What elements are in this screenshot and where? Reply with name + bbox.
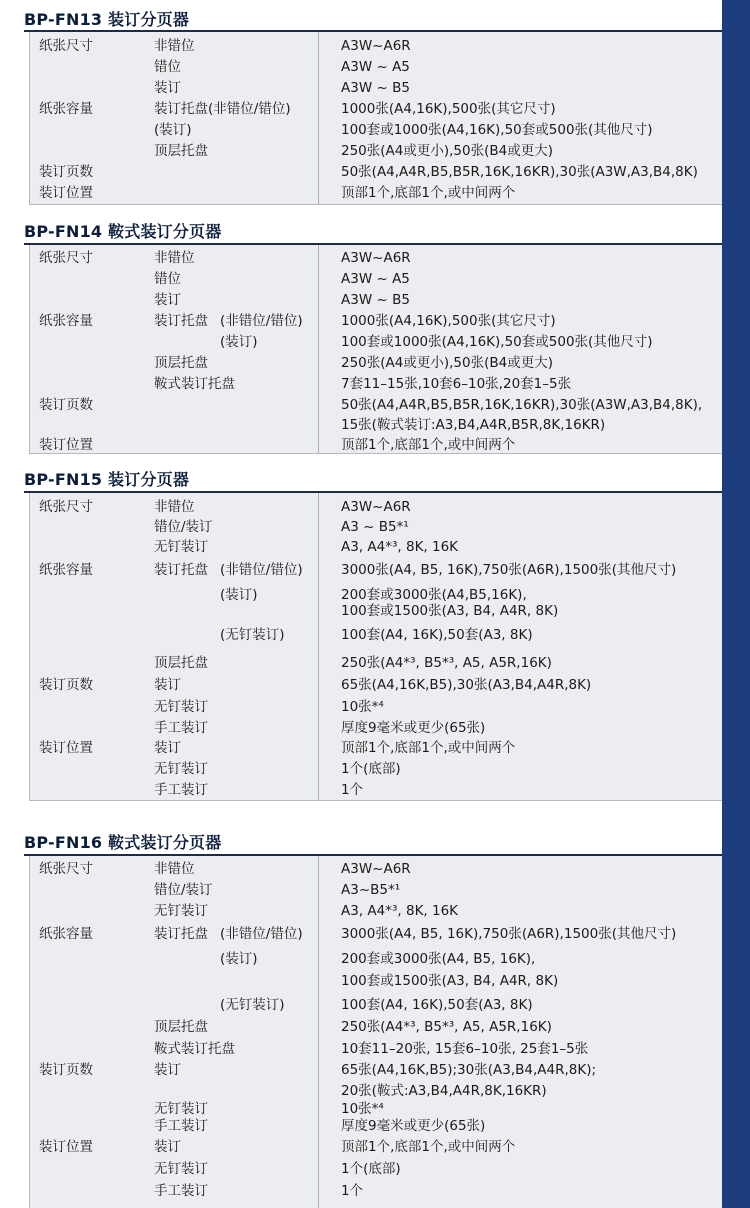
- column-divider: [318, 32, 319, 204]
- row-category: 装订位置: [39, 740, 93, 756]
- row-item: 非错位: [154, 861, 195, 877]
- row-item: 装订托盘: [154, 926, 208, 942]
- row-value: A3W ~ A5: [341, 59, 410, 75]
- row-value: 顶部1个,底部1个,或中间两个: [341, 1139, 516, 1155]
- row-value: 10张*⁴: [341, 1101, 384, 1117]
- row-value: 1000张(A4,16K),500张(其它尺寸): [341, 313, 556, 329]
- row-item: 无钉装订: [154, 699, 208, 715]
- row-item: 装订托盘(非错位/错位): [154, 101, 291, 117]
- spec-table: [29, 493, 722, 801]
- row-value: A3, A4*³, 8K, 16K: [341, 903, 459, 919]
- row-value: 250张(A4或更小),50张(B4或更大): [341, 143, 553, 159]
- row-item: 顶层托盘: [154, 655, 208, 671]
- row-item: 装订: [154, 80, 181, 96]
- row-value: 10套11–20张, 15套6–10张, 25套1–5张: [341, 1041, 589, 1057]
- column-divider: [318, 856, 319, 1208]
- row-category: 装订位置: [39, 437, 93, 453]
- row-category: 纸张容量: [39, 562, 93, 578]
- row-item: 鞍式装订托盘: [154, 376, 235, 392]
- row-category: 纸张容量: [39, 101, 93, 117]
- column-divider: [318, 245, 319, 453]
- spec-table: [29, 245, 722, 454]
- row-category: 装订页数: [39, 397, 93, 413]
- section-title: BP-FN16 鞍式装订分页器: [24, 833, 222, 852]
- row-value: 3000张(A4, B5, 16K),750张(A6R),1500张(其他尺寸): [341, 562, 677, 578]
- column-divider: [318, 493, 319, 800]
- row-item: 装订: [154, 740, 181, 756]
- row-value: 顶部1个,底部1个,或中间两个: [341, 740, 516, 756]
- row-item: 手工装订: [154, 782, 208, 798]
- row-item: 装订: [154, 1139, 181, 1155]
- row-item: 手工装订: [154, 720, 208, 736]
- row-category: 装订页数: [39, 164, 93, 180]
- row-item: 错位/装订: [154, 519, 213, 535]
- section-title: BP-FN14 鞍式装订分页器: [24, 222, 222, 241]
- row-item: 顶层托盘: [154, 355, 208, 371]
- row-category: 装订位置: [39, 185, 93, 201]
- row-subitem: (非错位/错位): [220, 562, 303, 578]
- row-subitem: (装订): [220, 951, 258, 967]
- row-value: 3000张(A4, B5, 16K),750张(A6R),1500张(其他尺寸): [341, 926, 677, 942]
- row-subitem: (装订): [220, 587, 258, 603]
- row-value: A3W ~ B5: [341, 80, 410, 96]
- row-subitem: (无钉装订): [220, 627, 285, 643]
- row-value: A3, A4*³, 8K, 16K: [341, 539, 459, 555]
- row-value: A3W~A6R: [341, 861, 411, 877]
- row-value: A3W~A6R: [341, 499, 411, 515]
- spec-table: [29, 856, 722, 1208]
- row-subitem: (非错位/错位): [220, 313, 303, 329]
- row-category: 装订位置: [39, 1139, 93, 1155]
- row-subitem: (非错位/错位): [220, 926, 303, 942]
- row-value: 200套或3000张(A4,B5,16K),: [341, 587, 527, 603]
- row-value: 1个: [341, 782, 364, 798]
- row-item: 手工装订: [154, 1183, 208, 1199]
- row-value: 1个: [341, 1183, 364, 1199]
- spec-table: [29, 32, 722, 205]
- row-item: 鞍式装订托盘: [154, 1041, 235, 1057]
- row-category: 装订页数: [39, 677, 93, 693]
- row-value: 100套(A4, 16K),50套(A3, 8K): [341, 997, 533, 1013]
- row-category: 纸张容量: [39, 313, 93, 329]
- row-value: A3W~A6R: [341, 250, 411, 266]
- row-value: 100套或1500张(A3, B4, A4R, 8K): [341, 603, 559, 619]
- row-value: A3~B5*¹: [341, 882, 401, 898]
- row-value: 100套或1000张(A4,16K),50套或500张(其他尺寸): [341, 334, 653, 350]
- row-value: 250张(A4*³, B5*³, A5, A5R,16K): [341, 655, 552, 671]
- row-item: 无钉装订: [154, 1161, 208, 1177]
- row-item: 装订托盘: [154, 562, 208, 578]
- row-item: 顶层托盘: [154, 143, 208, 159]
- row-item: 无钉装订: [154, 903, 208, 919]
- row-value: A3W~A6R: [341, 38, 411, 54]
- row-value: 10张*⁴: [341, 699, 384, 715]
- row-value: 顶部1个,底部1个,或中间两个: [341, 437, 516, 453]
- row-item: 无钉装订: [154, 1101, 208, 1117]
- row-value: 50张(A4,A4R,B5,B5R,16K,16KR),30张(A3W,A3,B4,8K): [341, 164, 698, 180]
- row-item: 无钉装订: [154, 539, 208, 555]
- row-item: (装订): [154, 122, 192, 138]
- row-category: 装订页数: [39, 1062, 93, 1078]
- row-category: 纸张容量: [39, 926, 93, 942]
- row-value: 1个(底部): [341, 761, 401, 777]
- row-item: 顶层托盘: [154, 1019, 208, 1035]
- section-title: BP-FN15 装订分页器: [24, 470, 190, 489]
- row-category: 纸张尺寸: [39, 250, 93, 266]
- row-value: 100套或1000张(A4,16K),50套或500张(其他尺寸): [341, 122, 653, 138]
- row-item: 装订: [154, 1062, 181, 1078]
- row-subitem: (无钉装订): [220, 997, 285, 1013]
- row-value: 50张(A4,A4R,B5,B5R,16K,16KR),30张(A3W,A3,B4,8K),: [341, 397, 703, 413]
- row-value: 100套或1500张(A3, B4, A4R, 8K): [341, 973, 559, 989]
- row-value: 厚度9毫米或更少(65张): [341, 1118, 486, 1134]
- row-value: 20张(鞍式:A3,B4,A4R,8K,16KR): [341, 1083, 547, 1099]
- row-value: 厚度9毫米或更少(65张): [341, 720, 486, 736]
- section-title: BP-FN13 装订分页器: [24, 10, 190, 29]
- row-category: 纸张尺寸: [39, 499, 93, 515]
- row-category: 纸张尺寸: [39, 861, 93, 877]
- row-item: 非错位: [154, 499, 195, 515]
- row-value: 1个(底部): [341, 1161, 401, 1177]
- row-item: 无钉装订: [154, 761, 208, 777]
- row-value: A3 ~ B5*¹: [341, 519, 409, 535]
- row-value: 65张(A4,16K,B5),30张(A3,B4,A4R,8K): [341, 677, 592, 693]
- row-item: 装订: [154, 292, 181, 308]
- row-value: 1000张(A4,16K),500张(其它尺寸): [341, 101, 556, 117]
- row-value: 65张(A4,16K,B5);30张(A3,B4,A4R,8K);: [341, 1062, 597, 1078]
- row-item: 错位: [154, 59, 181, 75]
- row-subitem: (装订): [220, 334, 258, 350]
- row-value: A3W ~ A5: [341, 271, 410, 287]
- row-item: 装订托盘: [154, 313, 208, 329]
- row-item: 错位/装订: [154, 882, 213, 898]
- row-category: 纸张尺寸: [39, 38, 93, 54]
- row-item: 非错位: [154, 38, 195, 54]
- row-value: 7套11–15张,10套6–10张,20套1–5张: [341, 376, 572, 392]
- row-value: 15张(鞍式装订:A3,B4,A4R,B5R,8K,16KR): [341, 417, 606, 433]
- row-item: 装订: [154, 677, 181, 693]
- row-value: 200套或3000张(A4, B5, 16K),: [341, 951, 536, 967]
- row-value: 250张(A4或更小),50张(B4或更大): [341, 355, 553, 371]
- row-value: 250张(A4*³, B5*³, A5, A5R,16K): [341, 1019, 552, 1035]
- row-item: 非错位: [154, 250, 195, 266]
- row-value: 顶部1个,底部1个,或中间两个: [341, 185, 516, 201]
- row-item: 手工装订: [154, 1118, 208, 1134]
- row-value: A3W ~ B5: [341, 292, 410, 308]
- row-value: 100套(A4, 16K),50套(A3, 8K): [341, 627, 533, 643]
- row-item: 错位: [154, 271, 181, 287]
